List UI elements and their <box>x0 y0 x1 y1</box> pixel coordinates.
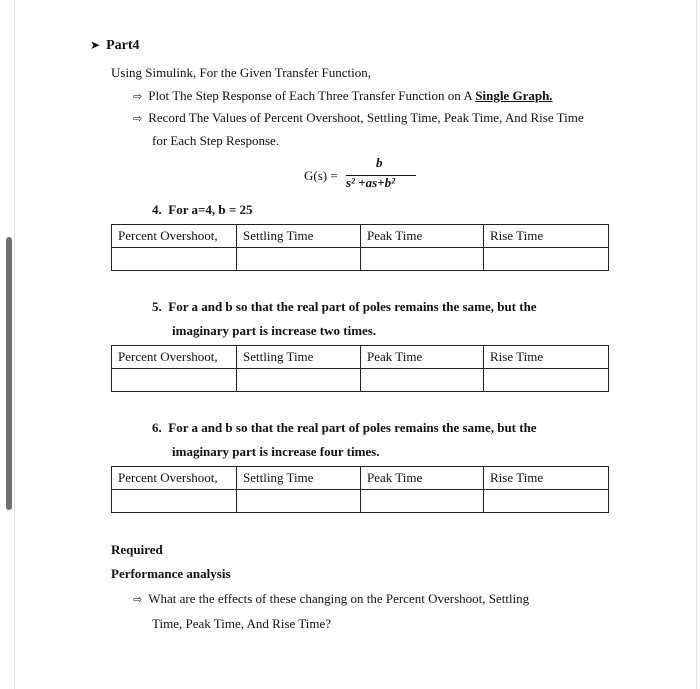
transfer-function-formula <box>304 155 434 195</box>
part-heading <box>90 38 140 54</box>
item-6 <box>152 420 537 436</box>
results-table-4 <box>111 224 609 271</box>
table-header-row <box>112 467 609 490</box>
header-peak-time: Peak Time <box>361 225 484 248</box>
required-heading: Required <box>111 542 163 557</box>
table-row <box>112 490 609 513</box>
results-table-5 <box>111 345 609 392</box>
cell-rise-time[interactable] <box>484 369 609 392</box>
bullet-plot-emphasis: Single Graph. <box>475 88 553 103</box>
header-peak-time: Peak Time <box>361 346 484 369</box>
cell-percent-overshoot[interactable] <box>112 369 237 392</box>
header-percent-overshoot: Percent Overshoot, <box>112 225 237 248</box>
item-number: 4. <box>152 202 162 217</box>
cell-percent-overshoot[interactable] <box>112 490 237 513</box>
item-5-line2: imaginary part is increase two times. <box>172 323 377 338</box>
cell-settling-time[interactable] <box>237 248 361 271</box>
performance-analysis-heading: Performance analysis <box>111 566 231 581</box>
formula-numerator: b <box>376 155 383 170</box>
hollow-arrow-right-icon: ⇨ <box>133 90 143 103</box>
question <box>133 591 529 607</box>
item-number: 5. <box>152 299 162 314</box>
item-number: 6. <box>152 420 162 435</box>
intro-text: Using Simulink, For the Given Transfer Function, <box>111 65 372 80</box>
results-table-6 <box>111 466 609 513</box>
cell-percent-overshoot[interactable] <box>112 248 237 271</box>
header-settling-time: Settling Time <box>237 467 361 490</box>
vertical-scrollbar[interactable] <box>6 237 12 510</box>
table-row <box>112 248 609 271</box>
bullet-record-line2: for Each Step Response. <box>152 133 280 148</box>
header-rise-time: Rise Time <box>484 467 609 490</box>
hollow-arrow-right-icon: ⇨ <box>133 593 143 606</box>
item-text: For a and b so that the real part of poles remains the same, but the <box>168 299 537 314</box>
cell-peak-time[interactable] <box>361 490 484 513</box>
formula-denominator: s² +as+b² <box>346 175 395 190</box>
cell-settling-time[interactable] <box>237 490 361 513</box>
header-settling-time: Settling Time <box>237 346 361 369</box>
item-6-line2: imaginary part is increase four times. <box>172 444 380 459</box>
question-text: What are the effects of these changing on the Percent Overshoot, Settling <box>148 591 530 606</box>
cell-rise-time[interactable] <box>484 490 609 513</box>
hollow-arrow-right-icon: ⇨ <box>133 112 143 125</box>
cell-peak-time[interactable] <box>361 248 484 271</box>
bullet-record-text: Record The Values of Percent Overshoot, Settling Time, Peak Time, And Rise Time <box>148 110 584 125</box>
chevron-right-icon: ➤ <box>90 38 101 52</box>
formula-lhs: G(s) = <box>304 168 338 183</box>
cell-settling-time[interactable] <box>237 369 361 392</box>
question-line2: Time, Peak Time, And Rise Time? <box>152 616 332 631</box>
header-rise-time: Rise Time <box>484 346 609 369</box>
table-header-row <box>112 225 609 248</box>
part-title: Part4 <box>106 38 140 53</box>
header-rise-time: Rise Time <box>484 225 609 248</box>
table-row <box>112 369 609 392</box>
header-percent-overshoot: Percent Overshoot, <box>112 346 237 369</box>
item-text: For a=4, b = 25 <box>168 202 253 217</box>
table-header-row <box>112 346 609 369</box>
cell-rise-time[interactable] <box>484 248 609 271</box>
header-percent-overshoot: Percent Overshoot, <box>112 467 237 490</box>
item-text: For a and b so that the real part of poles remains the same, but the <box>168 420 537 435</box>
bullet-plot-text: Plot The Step Response of Each Three Transfer Function on A <box>148 88 476 103</box>
cell-peak-time[interactable] <box>361 369 484 392</box>
header-peak-time: Peak Time <box>361 467 484 490</box>
item-5 <box>152 299 537 315</box>
bullet-record <box>133 110 584 126</box>
header-settling-time: Settling Time <box>237 225 361 248</box>
item-4 <box>152 202 253 218</box>
bullet-plot <box>133 88 553 104</box>
